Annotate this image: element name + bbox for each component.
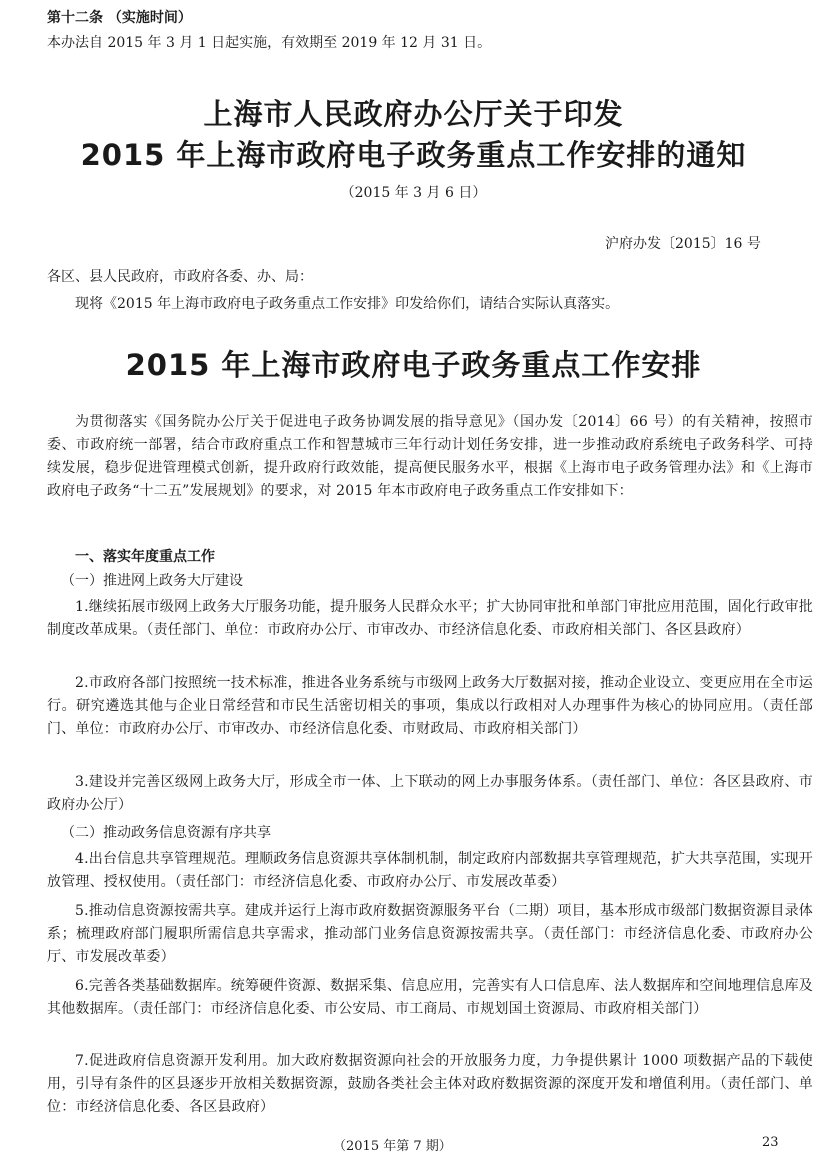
- plan-title: 2015 年上海市政府电子政务重点工作安排: [125, 348, 702, 382]
- plan-item-1: 1.继续拓展市级网上政务大厅服务功能，提升服务人民群众水平；扩大协同审批和单部门审批应用范围，固化行政审批制度改革成果。（责任部门、单位：市政府办公厅、市审改办、市经济信息化委、市政府相关部门、各区县政府）: [47, 599, 813, 638]
- subsection-heading-1: （一）推进网上政务大厅建设: [61, 573, 243, 589]
- notice-title-line2: 2015 年上海市政府电子政务重点工作安排的通知: [80, 138, 747, 172]
- article-text: 本办法自 2015 年 3 月 1 日起实施，有效期至 2019 年 12 月 31 日。: [47, 35, 492, 51]
- plan-item-7: 7.促进政府信息资源开发利用。加大政府数据资源向社会的开放服务力度，力争提供累计 1000 项数据产品的下载使用，引导有条件的区县逐步开放相关数据资源，鼓励各类社会主体对政府数据资源的深度开发和增值利用。（责任部门、单位：市经济信息化委、各区县政府）: [47, 1053, 813, 1115]
- plan-item-4: 4.出台信息共享管理规范。理顺政务信息资源共享体制机制，制定政府内部数据共享管理规范，扩大共享范围，实现开放管理、授权使用。（责任部门：市经济信息化委、市政府办公厅、市发展改革委）: [47, 851, 813, 890]
- doc-number: 沪府办发〔2015〕16 号: [605, 236, 761, 252]
- plan-item-6: 6.完善各类基础数据库。统筹硬件资源、数据采集、信息应用，完善实有人口信息库、法人数据库和空间地理信息库及其他数据库。（责任部门：市经济信息化委、市公安局、市工商局、市规划国土资源局、市政府相关部门）: [47, 978, 813, 1017]
- article-heading: 第十二条 （实施时间）: [47, 10, 192, 26]
- plan-item-2: 2.市政府各部门按照统一技术标准，推进各业务系统与市级网上政务大厅数据对接，推动企业设立、变更应用在全市运行。研究遴选其他与企业日常经营和市民生活密切相关的事项，集成以行政相对人办理事件为核心的协同应用。（责任部门、单位：市政府办公厅、市审改办、市经济信息化委、市财政局、市政府相关部门）: [47, 675, 813, 737]
- notice-date: （2015 年 3 月 6 日）: [340, 185, 487, 201]
- recipients: 各区、县人民政府，市政府各委、办、局：: [47, 269, 313, 285]
- section-heading-1: 一、落实年度重点工作: [75, 549, 215, 565]
- footer-issue: （2015 年第 7 期）: [333, 1139, 452, 1154]
- page-number: 23: [762, 1135, 779, 1150]
- plan-item-3: 3.建设并完善区级网上政务大厅，形成全市一体、上下联动的网上办事服务体系。（责任部门、单位：各区县政府、市政府办公厅）: [47, 774, 813, 813]
- notice-title-line1: 上海市人民政府办公厅关于印发: [203, 97, 624, 131]
- plan-intro: 为贯彻落实《国务院办公厅关于促进电子政务协调发展的指导意见》（国办发〔2014〕66 号）的有关精神，按照市委、市政府统一部署，结合市政府重点工作和智慧城市三年行动计划任务安排，进一步推动政府系统电子政务科学、可持续发展，稳步促进管理模式创新，提升政府行政效能，提高便民服务水平，根据《上海市电子政务管理办法》和《上海市政府电子政务“十二五”发展规划》的要求，对 2015 年本市政府电子政务重点工作安排如下：: [47, 414, 813, 499]
- subsection-heading-2: （二）推动政务信息资源有序共享: [61, 825, 271, 841]
- notice-body: 现将《2015 年上海市政府电子政务重点工作安排》印发给你们，请结合实际认真落实。: [75, 296, 620, 312]
- plan-item-5: 5.推动信息资源按需共享。建成并运行上海市政府数据资源服务平台（二期）项目，基本形成市级部门数据资源目录体系；梳理政府部门履职所需信息共享需求，推动部门业务信息资源按需共享。（责任部门：市经济信息化委、市政府办公厅、市发展改革委）: [47, 903, 813, 965]
